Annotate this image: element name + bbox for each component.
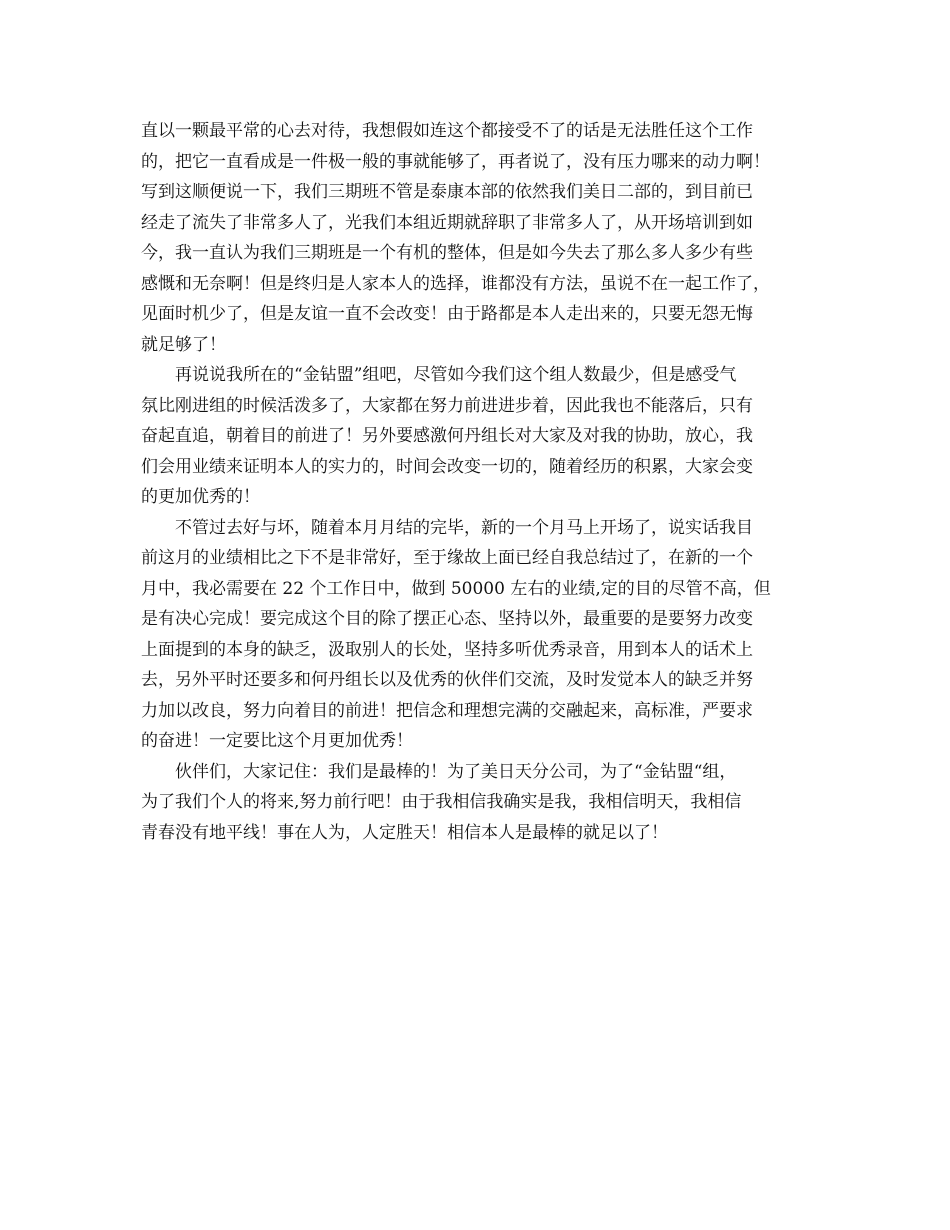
text-line: 去，另外平时还要多和何丹组长以及优秀的伙伴们交流，及时发觉本人的缺乏并努 <box>141 670 753 690</box>
document-body <box>141 116 823 848</box>
text-line: 的更加优秀的！ <box>141 487 260 507</box>
text-line: 月中，我必需要在 22 个工作日中，做到 50000 左右的业绩,定的目的尽管不高，但 <box>141 578 771 599</box>
paragraph-1 <box>141 116 823 360</box>
text-line: 上面提到的本身的缺乏，汲取别人的长处，坚持多听优秀录音，用到本人的话术上 <box>141 639 753 660</box>
paragraph-2 <box>141 360 823 513</box>
text-line: 见面时机少了，但是友谊一直不会改变！由于路都是本人走出来的，只要无怨无悔 <box>141 304 753 324</box>
text-line: 的，把它一直看成是一件极一般的事就能够了，再者说了，没有压力哪来的动力啊！ <box>141 151 770 172</box>
text-line: 是有决心完成！要完成这个目的除了摆正心态、坚持以外，最重要的是要努力改变 <box>141 609 753 629</box>
text-line: 为了我们个人的将来,努力前行吧！由于我相信我确实是我，我相信明天，我相信 <box>141 792 742 812</box>
text-line: 青春没有地平线！事在人为，人定胜天！相信本人是最棒的就足以了！ <box>141 822 668 843</box>
text-line: 经走了流失了非常多人了，光我们本组近期就辞职了非常多人了，从开场培训到如 <box>141 212 753 233</box>
text-line: 感慨和无奈啊！但是终归是人家本人的选择，谁都没有方法，虽说不在一起工作了， <box>141 273 770 294</box>
text-line: 就足够了！ <box>141 334 226 355</box>
text-line: 不管过去好与坏，随着本月月结的完毕，新的一个月马上开场了，说实话我目 <box>175 517 753 538</box>
text-line: 氛比刚进组的时候活泼多了，大家都在努力前进进步着，因此我也不能落后，只有 <box>141 395 753 416</box>
text-line: 写到这顺便说一下，我们三期班不管是泰康本部的依然我们美日二部的，到目前已 <box>141 182 753 202</box>
text-line: 们会用业绩来证明本人的实力的，时间会改变一切的，随着经历的积累，大家会变 <box>141 456 753 477</box>
text-line: 前这月的业绩相比之下不是非常好，至于缘故上面已经自我总结过了，在新的一个 <box>141 548 753 568</box>
paragraph-4 <box>141 757 823 849</box>
text-line: 再说说我所在的“金钻盟”组吧，尽管如今我们这个组人数最少，但是感受气 <box>175 365 737 385</box>
text-line: 今，我一直认为我们三期班是一个有机的整体，但是如今失去了那么多人多少有些 <box>141 243 753 263</box>
text-line: 直以一颗最平常的心去对待，我想假如连这个都接受不了的话是无法胜任这个工作 <box>141 121 753 141</box>
text-line: 力加以改良，努力向着目的前进！把信念和理想完满的交融起来，高标准，严要求 <box>141 700 753 721</box>
paragraph-3 <box>141 513 823 757</box>
text-line: 伙伴们，大家记住：我们是最棒的！为了美日天分公司，为了“金钻盟“组， <box>175 761 737 782</box>
text-line: 奋起直追，朝着目的前进了！另外要感激何丹组长对大家及对我的协助，放心，我 <box>141 426 753 446</box>
text-line: 的奋进！一定要比这个月更加优秀！ <box>141 731 413 751</box>
